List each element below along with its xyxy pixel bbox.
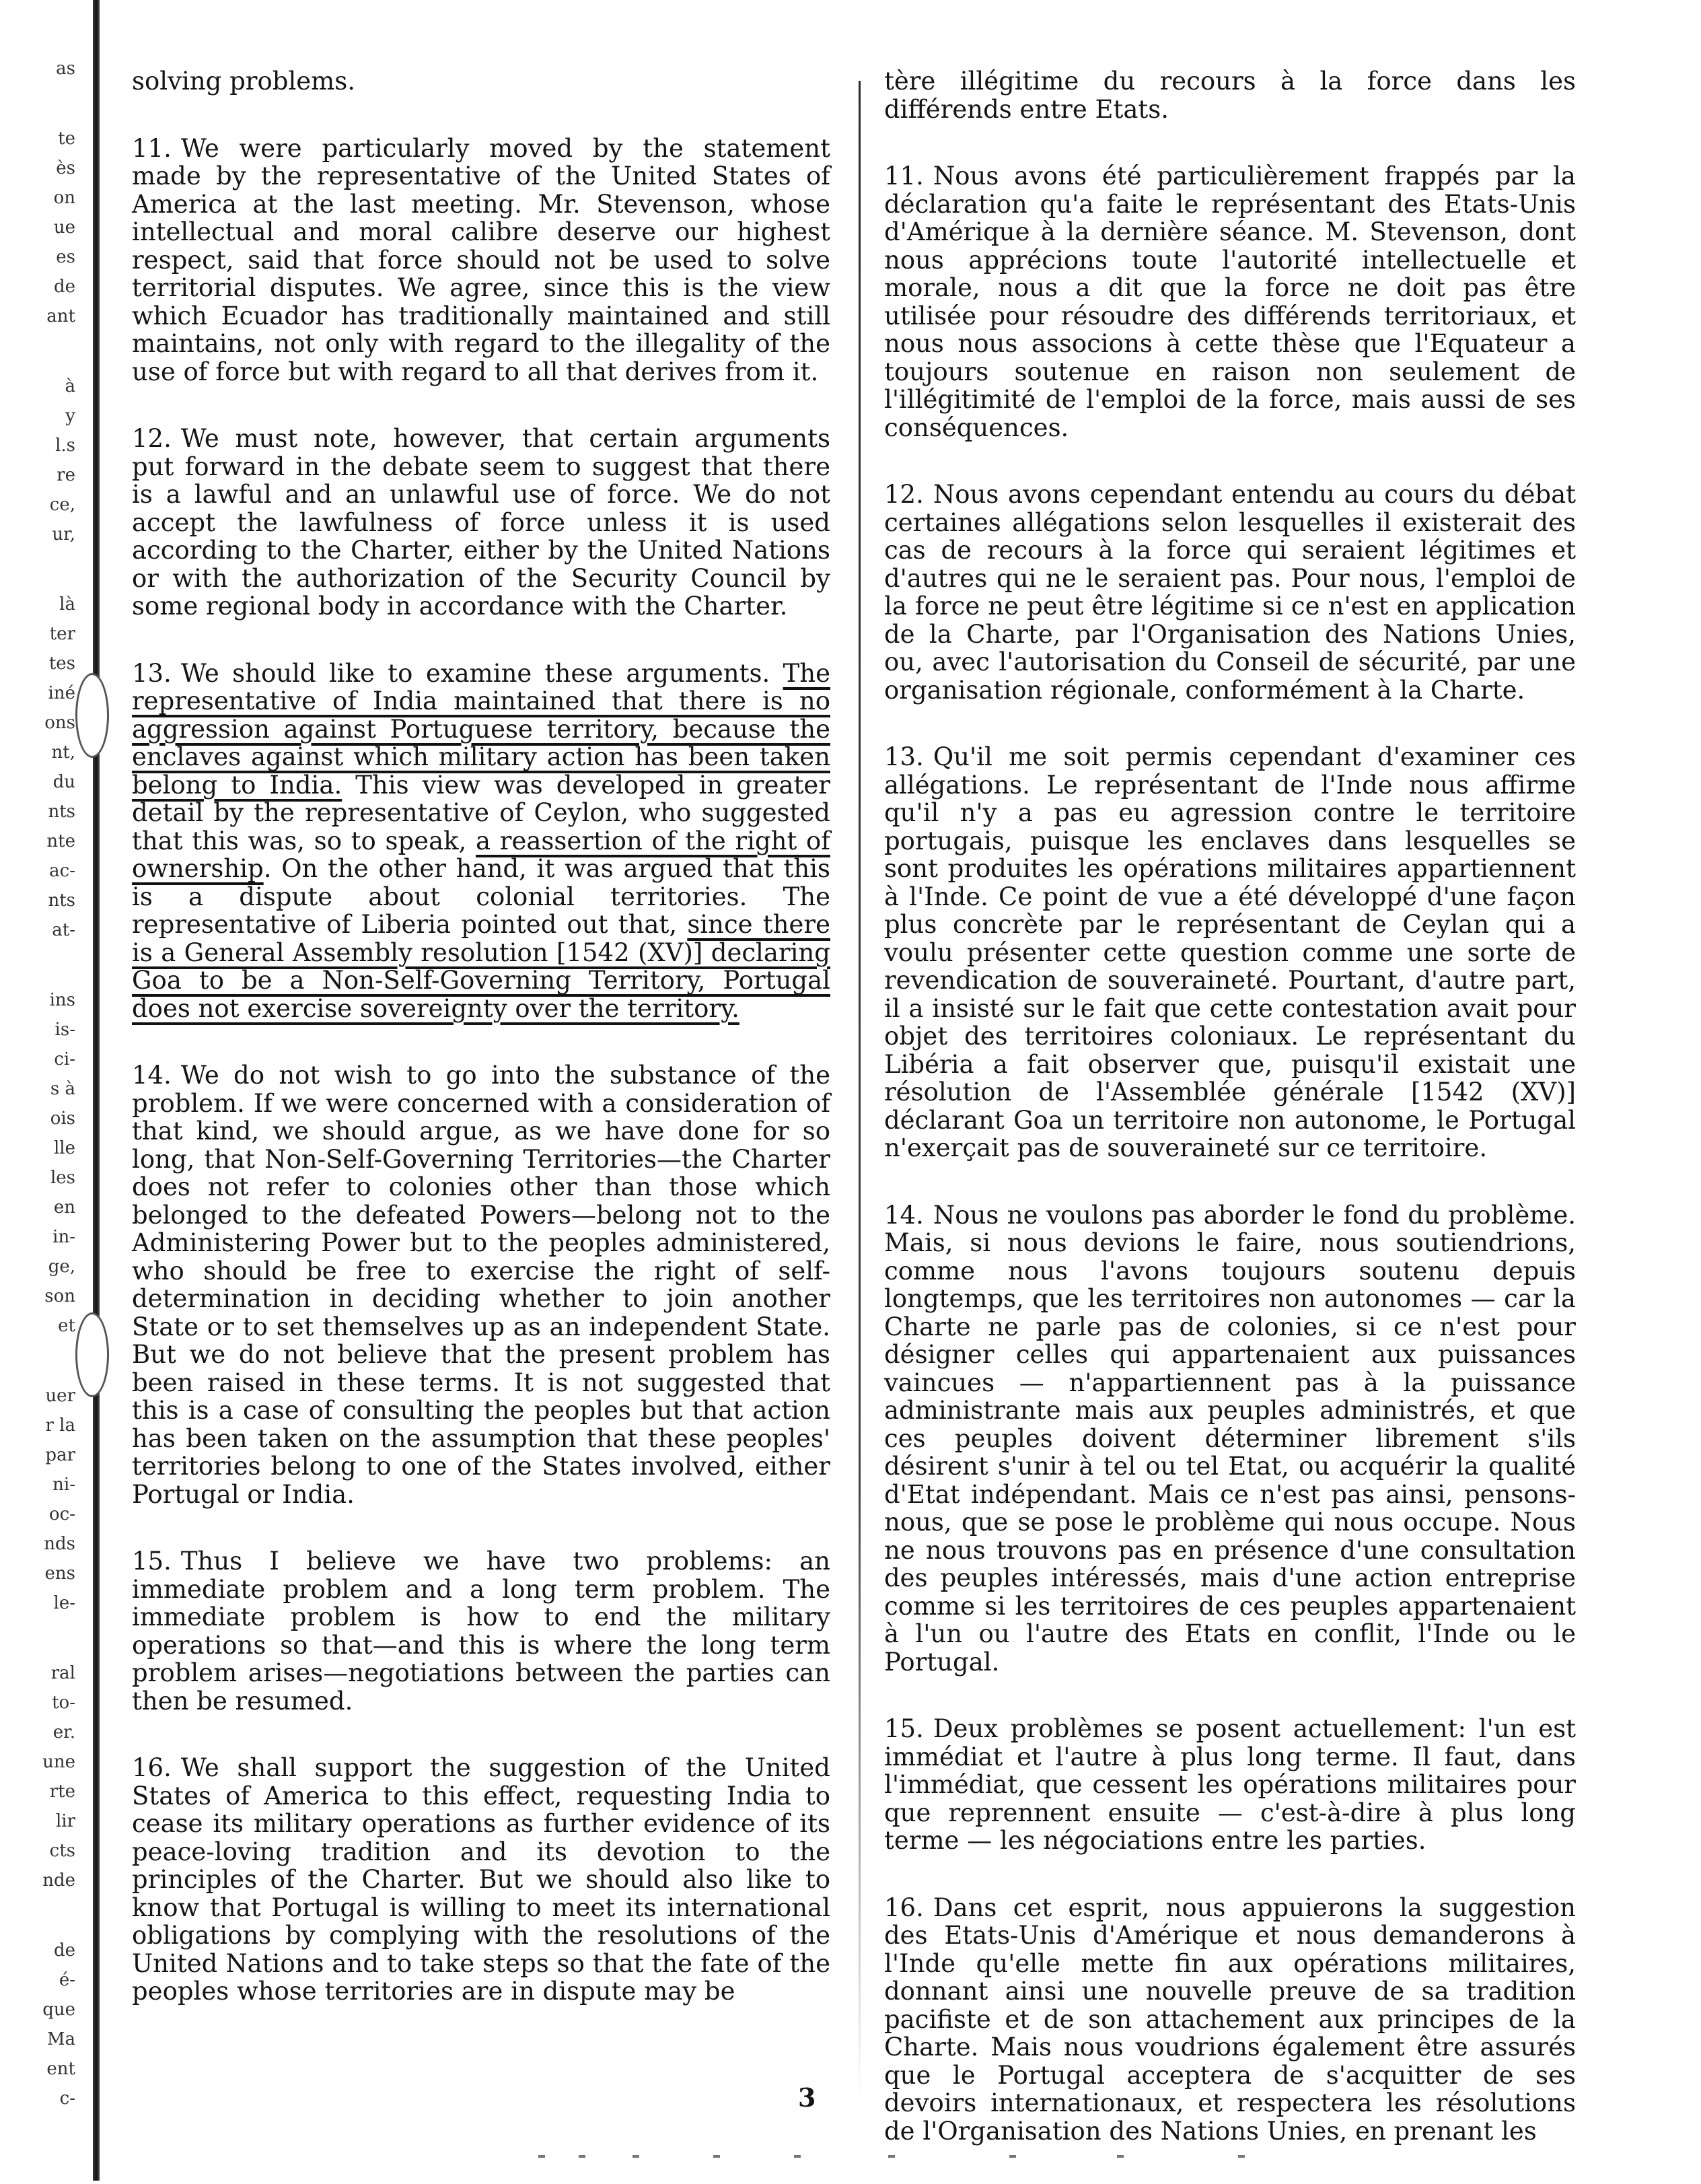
margin-fragment: re <box>57 465 75 485</box>
paragraph-text: This view was developed in greater detail by the representative of Ceylon, who suggested that this was, so to speak, <box>132 770 830 855</box>
margin-fragment: iné <box>48 683 75 703</box>
binding-edge <box>93 0 100 2181</box>
english-paragraph <box>132 1754 830 2006</box>
english-intro: solving problems. <box>132 67 356 96</box>
paragraph-number: 15. <box>132 1547 172 1576</box>
paragraph-text: We should like to examine these arguments. <box>180 658 783 688</box>
french-column <box>884 67 1576 2184</box>
paragraph-number: 14. <box>132 1061 172 1090</box>
paragraph-number: 12. <box>132 424 172 453</box>
margin-fragment: rte <box>49 1782 75 1802</box>
margin-fragment: ès <box>56 158 75 178</box>
margin-fragment: ac- <box>49 861 75 881</box>
underlined-text: a reassertion of the right of ownership <box>132 826 830 883</box>
margin-fragment: te <box>58 129 75 149</box>
paragraph-text: Deux problèmes se posent actuellement: l'un est immédiat et l'autre à plus long terme. Il faut, dans l'immédiat, que cessent les opérations militaires pour que reprennent ensuite — c'est-à-dire à plus long terme — les négociations entre les parties. <box>884 1714 1576 1855</box>
margin-fragment: lir <box>55 1811 75 1831</box>
english-paragraph <box>132 1547 830 1715</box>
french-paragraph <box>884 481 1576 704</box>
underlined-text: since there is a General Assembly resolution [1542 (XV)] declaring Goa to be a Non-Self-Governing Territory, Portugal does not exercise sovereignty over the territory. <box>132 910 830 1023</box>
margin-fragment: r la <box>45 1415 75 1436</box>
margin-gap <box>0 1618 75 1658</box>
paragraph-text: Nous avons été particulièrement frappés par la déclaration qu'a faite le représentant des Etats-Unis d'Amérique à la dernière séance. M. Stevenson, dont nous apprécions toute l'autorité intellectuelle et morale, nous a dit que la force ne doit pas être utilisée pour résoudre des différends territoriaux, et nous nous associons à cette thèse que l'Equateur a toujours soutenue en raison non seulement de l'illégitimité de l'emploi de la force, mais aussi de ses conséquences. <box>884 162 1576 442</box>
margin-fragment: c- <box>59 2088 75 2109</box>
margin-fragment: l.s <box>55 435 75 456</box>
margin-fragment: nts <box>48 890 75 911</box>
paragraph-number: 16. <box>884 1893 924 1922</box>
french-paragraph <box>884 1715 1576 1855</box>
page-number: 3 <box>798 2082 816 2113</box>
margin-fragment: nte <box>46 831 75 851</box>
margin-fragment: une <box>42 1752 75 1772</box>
adjacent-page-fragments <box>0 54 75 2154</box>
margin-fragment: ois <box>50 1108 75 1129</box>
english-paragraph <box>132 1061 830 1508</box>
french-paragraph <box>884 1201 1576 1677</box>
margin-fragment: là <box>59 594 75 614</box>
margin-fragment: er. <box>52 1722 75 1742</box>
underlined-text: The representative of India maintained that there is no aggression against Portuguese territory, because the enclaves against which military action has been taken belong to India. <box>132 658 830 800</box>
paragraph-text: We shall support the suggestion of the United States of America to this effect, requesting India to cease its military operations as further evidence of its peace-loving tradition and its devotion to the principles of the Charter. But we should also like to know that Portugal is willing to meet its international obligations by complying with the resolutions of the United Nations and to take steps so that the fate of the peoples whose territories are in dispute may be <box>132 1753 830 2006</box>
paragraph-number: 12. <box>884 480 924 509</box>
margin-fragment: ue <box>53 217 75 238</box>
paragraph-number: 13. <box>884 742 924 771</box>
margin-fragment: y <box>65 406 75 426</box>
column-divider <box>859 81 861 2100</box>
margin-fragment: ral <box>50 1663 75 1683</box>
margin-fragment: oc- <box>49 1504 75 1524</box>
margin-fragment: uer <box>45 1386 75 1406</box>
margin-fragment: du <box>52 772 75 792</box>
paragraph-text: Qu'il me soit permis cependant d'examiner ces allégations. Le représentant de l'Inde nous affirme qu'il n'y a pas eu agression contre le territoire portugais, puisque les enclaves dans lesquelles se sont produites les opérations militaires appartiennent à l'Inde. Ce point de vue a été développé d'une façon plus concrète par le représentant de Ceylan qui a voulu présenter cette question comme une sorte de revendication de souveraineté. Pourtant, d'autre part, il a insisté sur le fait que cette contestation avait pour objet des territoires coloniaux. Le représentant du Libéria a fait observer que, puisqu'il existait une résolution de l'Assemblée générale [1542 (XV)] déclarant Goa un territoire non autonome, le Portugal n'exerçait pas de souveraineté sur ce territoire. <box>884 742 1576 1162</box>
paragraph-text: Dans cet esprit, nous appuierons la suggestion des Etats-Unis d'Amérique et nous demanderons à l'Inde qu'elle mette fin aux opérations militaires, donnant ainsi une nouvelle preuve de sa tradition pacifiste et de son attachement aux principes de la Charte. Mais nous voudrions également être assurés que le Portugal acceptera de s'acquitter de ses devoirs internationaux, et respectera les résolutions de l'Organisation des Nations Unies, en prenant les <box>884 1893 1576 2146</box>
margin-gap <box>0 331 75 372</box>
paragraph-text: Nous ne voulons pas aborder le fond du problème. Mais, si nous devions le faire, nous soutiendrions, comme nous l'avons toujours soutenu depuis longtemps, que les territoires non autonomes — car la Charte ne parle pas de colonies, si ce n'est pour désigner celles qui appartenaient aux puissances vaincues — n'appartiennent pas à la puissance administrante mais aux peuples administrés, et que ces peuples doivent déterminer librement s'ils désirent s'unir à tel ou tel Etat, ou acquérir la qualité d'Etat indépendant. Mais ce n'est pas ainsi, pensons-nous, que se pose le problème qui nous occupe. Nous ne nous trouvons pas en présence d'une consultation des peuples intéressés, mais d'une action entreprise comme si les territoires de ces peuples appartenaient à l'un ou l'autre des Etats en conflit, l'Inde ou le Portugal. <box>884 1200 1576 1677</box>
paragraph-text: . On the other hand, it was argued that this is a dispute about colonial territories. The representative of Liberia pointed out that, <box>132 854 830 939</box>
english-paragraphs <box>132 135 830 2006</box>
paragraph-text: We must note, however, that certain arguments put forward in the debate seem to suggest that there is a lawful and an unlawful use of force. We do not accept the lawfulness of force unless it is used according to the Charter, either by the United Nations or with the authorization of the Security Council by some regional body in accordance with the Charter. <box>132 424 830 621</box>
french-paragraph <box>884 1894 1576 2146</box>
margin-fragment: ge, <box>48 1257 75 1277</box>
margin-fragment: at- <box>52 920 75 940</box>
margin-gap <box>0 83 75 124</box>
french-paragraph <box>884 743 1576 1162</box>
margin-fragment: par <box>45 1445 75 1465</box>
margin-gap <box>0 549 75 590</box>
paragraph-number: 11. <box>132 133 172 163</box>
margin-fragment: ce, <box>49 495 75 515</box>
margin-fragment: on <box>53 188 75 208</box>
english-paragraph <box>132 425 830 621</box>
margin-gap <box>0 1895 75 1936</box>
margin-fragment: ent <box>46 2059 75 2079</box>
margin-fragment: le- <box>53 1593 75 1613</box>
margin-fragment: en <box>53 1197 75 1218</box>
paragraph-number: 14. <box>884 1200 924 1230</box>
paragraph-number: 13. <box>132 658 172 688</box>
paragraph-text: Nous avons cependant entendu au cours du débat certaines allégations selon lesquelles il existerait des cas de recours à la force qui seraient légitimes et d'autres qui ne le seraient pas. Pour nous, l'emploi de la force ne peut être légitime si ce n'est en application de la Charte, par l'Organisation des Nations Unies, ou, avec l'autorisation du Conseil de sécurité, par une organisation régionale, conformément à la Charte. <box>884 480 1576 705</box>
margin-fragment: in- <box>52 1227 75 1247</box>
margin-fragment: à <box>65 376 75 396</box>
margin-fragment: Ma <box>46 2029 75 2049</box>
margin-fragment: ur, <box>52 524 75 544</box>
margin-gap <box>0 1341 75 1381</box>
paragraph-number: 15. <box>884 1714 924 1743</box>
punch-hole <box>75 673 109 758</box>
margin-fragment: to- <box>52 1693 75 1713</box>
margin-fragment: les <box>50 1168 75 1188</box>
paragraph-text: Thus I believe we have two problems: an immediate problem and a long term problem. The immediate problem is how to end the military operations so that—and this is where the long term problem arises—negotiations between the parties can then be resumed. <box>132 1547 830 1716</box>
margin-fragment: ci- <box>54 1049 75 1069</box>
margin-fragment: es <box>56 247 75 267</box>
margin-fragment: lle <box>53 1138 75 1158</box>
french-intro: tère illégitime du recours à la force dans les différends entre Etats. <box>884 67 1576 124</box>
margin-fragment: ant <box>46 306 75 326</box>
paragraph-number: 16. <box>132 1753 172 1782</box>
english-column <box>132 67 830 2045</box>
margin-fragment: ter <box>49 624 75 644</box>
margin-fragment: é- <box>59 1970 75 1990</box>
margin-fragment: ens <box>44 1563 75 1584</box>
margin-fragment: et <box>58 1316 75 1336</box>
paragraph-text: We do not wish to go into the substance of the problem. If we were concerned with a consideration of that kind, we should argue, as we have done for so long, that Non-Self-Governing Territories—the Charter does not refer to colonies other than those which belonged to the defeated Powers—belong not to the Administering Power but to the peoples administered, who should be free to exercise the right of self-determination in deciding whether to join another State or to set themselves up as an independent State. But we do not believe that the present problem has been raised in these terms. It is not suggested that this is a case of consulting the peoples but that action has been taken on the assumption that these peoples' territories belong to one of the States involved, either Portugal or India. <box>132 1061 830 1509</box>
paragraph-text: We were particularly moved by the statement made by the representative of the United States of America at the last meeting. Mr. Stevenson, whose intellectual and moral calibre deserve our highest respect, said that force should not be used to solve territorial disputes. We agree, since this is the view which Ecuador has traditionally maintained and still maintains, not only with regard to the illegality of the use of force but with regard to all that derives from it. <box>132 133 830 386</box>
margin-fragment: nde <box>42 1870 75 1891</box>
margin-fragment: ni- <box>52 1475 75 1495</box>
scan-specks <box>538 2151 1480 2163</box>
margin-fragment: de <box>53 277 75 297</box>
margin-fragment: s à <box>50 1079 75 1099</box>
margin-fragment: que <box>42 2000 75 2020</box>
french-paragraph <box>884 162 1576 442</box>
margin-fragment: is- <box>55 1020 75 1040</box>
margin-fragment: cts <box>49 1841 75 1861</box>
english-paragraph <box>132 660 830 1023</box>
margin-fragment: tes <box>48 654 75 674</box>
margin-gap <box>0 945 75 985</box>
french-paragraphs <box>884 162 1576 2145</box>
punch-hole <box>75 1312 109 1397</box>
margin-fragment: nt, <box>51 742 75 763</box>
margin-gap <box>0 2113 75 2154</box>
paragraph-number: 11. <box>884 162 924 190</box>
margin-fragment: de <box>53 1940 75 1961</box>
margin-fragment: son <box>44 1286 75 1306</box>
margin-fragment: nts <box>48 802 75 822</box>
english-paragraph <box>132 135 830 386</box>
margin-fragment: as <box>56 59 75 79</box>
margin-fragment: nds <box>44 1534 75 1554</box>
margin-fragment: ons <box>44 713 75 733</box>
margin-fragment: ins <box>49 990 75 1010</box>
